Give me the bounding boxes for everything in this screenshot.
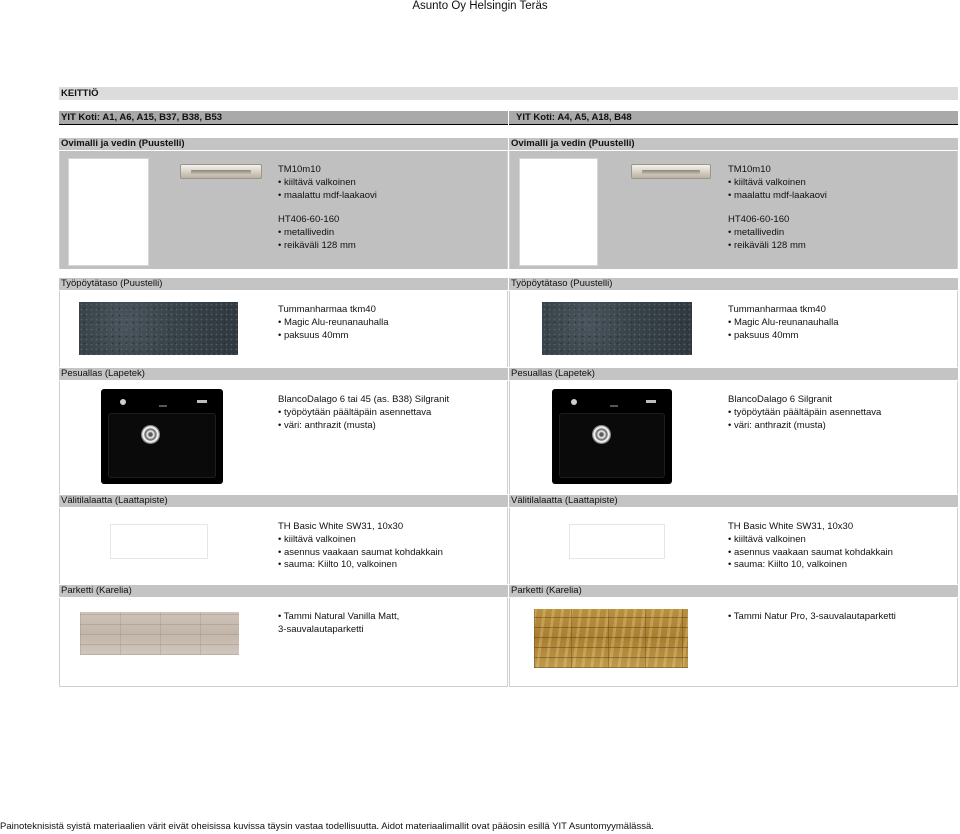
- backsplash-spec: [728, 521, 893, 572]
- door-bullet: • kiiltävä valkoinen: [278, 177, 377, 190]
- countertop-bullet: • paksuus 40mm: [728, 330, 839, 343]
- door-sample-image: [519, 158, 598, 266]
- sink-spec: [278, 394, 449, 432]
- materials-table: [59, 111, 958, 687]
- door-bullet: • maalattu mdf-laakaovi: [278, 190, 377, 203]
- floor-spec: [278, 611, 399, 637]
- category-sink: Pesuallas (Lapetek): [509, 368, 958, 380]
- backsplash-bullet: • asennus vaakaan saumat kohdakkain: [278, 547, 443, 560]
- sink-cell: [509, 381, 958, 494]
- door-model: TM10m10: [278, 164, 321, 175]
- floor-cell: [509, 598, 958, 687]
- koti-header: YIT Koti: A1, A6, A15, B37, B38, B53: [59, 111, 508, 125]
- sink-bullet: • työpöytään päältäpäin asennettava: [278, 407, 449, 420]
- backsplash-spec: [278, 521, 443, 572]
- category-door: Ovimalli ja vedin (Puustelli): [59, 138, 508, 150]
- handle-bullet: • metallivedin: [728, 227, 827, 240]
- backsplash-bullet: • asennus vaakaan saumat kohdakkain: [728, 547, 893, 560]
- document-header: Asunto Oy Helsingin Teräs: [412, 0, 548, 12]
- sink-model: BlancoDalago 6 tai 45 (as. B38) Silgranit: [278, 394, 450, 405]
- countertop-sample-image: [79, 302, 238, 355]
- category-floor: Parketti (Karelia): [59, 585, 508, 597]
- document-footer: Painoteknisistä syistä materiaalien värit eivät oheisissa kuvissa täysin vastaa todellisuutta. Aidot materiaalimallit ovat pääosin esillä YIT Asuntomyymälässä.: [0, 821, 654, 832]
- sink-model: BlancoDalago 6 Silgranit: [728, 394, 833, 405]
- tile-sample-image: [569, 524, 665, 559]
- door-bullet: • maalattu mdf-laakaovi: [728, 190, 827, 203]
- backsplash-bullet: • kiiltävä valkoinen: [278, 534, 443, 547]
- door-sample-image: [68, 158, 149, 266]
- door-model: TM10m10: [728, 164, 771, 175]
- door-cell: [59, 151, 508, 269]
- countertop-bullet: • Magic Alu-reunanauhalla: [278, 317, 389, 330]
- sink-sample-image: [101, 389, 223, 484]
- backsplash-cell: [509, 508, 958, 584]
- handle-sample-image: [631, 164, 711, 179]
- backsplash-bullet: • sauma: Kiilto 10, valkoinen: [728, 559, 893, 572]
- floor-spec: [728, 611, 896, 624]
- countertop-bullet: • Magic Alu-reunanauhalla: [728, 317, 839, 330]
- category-backsplash: Välitilalaatta (Laattapiste): [509, 495, 958, 507]
- door-bullet: • kiiltävä valkoinen: [728, 177, 827, 190]
- countertop-model: Tummanharmaa tkm40: [728, 304, 826, 315]
- category-floor: Parketti (Karelia): [509, 585, 958, 597]
- floor-cell: [59, 598, 508, 687]
- handle-bullet: • reikäväli 128 mm: [728, 240, 827, 253]
- parquet-sample-image: [534, 609, 688, 668]
- countertop-spec: [278, 304, 389, 342]
- backsplash-model: TH Basic White SW31, 10x30: [278, 521, 404, 532]
- sink-sample-image: [552, 389, 672, 484]
- countertop-bullet: • paksuus 40mm: [278, 330, 389, 343]
- parquet-sample-image: [80, 612, 239, 655]
- countertop-model: Tummanharmaa tkm40: [278, 304, 376, 315]
- door-spec: [278, 164, 377, 253]
- category-countertop: Työpöytätaso (Puustelli): [59, 278, 508, 290]
- countertop-spec: [728, 304, 839, 342]
- sink-bullet: • työpöytään päältäpäin asennettava: [728, 407, 881, 420]
- sink-bullet: • väri: anthrazit (musta): [728, 420, 881, 433]
- floor-line: 3-sauvalautaparketti: [278, 623, 364, 635]
- category-door: Ovimalli ja vedin (Puustelli): [509, 138, 958, 150]
- door-cell: [509, 151, 958, 269]
- backsplash-bullet: • sauma: Kiilto 10, valkoinen: [278, 559, 443, 572]
- backsplash-model: TH Basic White SW31, 10x30: [728, 521, 854, 532]
- column-b: [509, 111, 958, 687]
- handle-model: HT406-60-160: [728, 214, 790, 226]
- floor-line: • Tammi Natural Vanilla Matt,: [278, 611, 399, 624]
- backsplash-bullet: • kiiltävä valkoinen: [728, 534, 893, 547]
- column-a: [59, 111, 508, 687]
- category-sink: Pesuallas (Lapetek): [59, 368, 508, 380]
- floor-line: • Tammi Natur Pro, 3-sauvalautaparketti: [728, 611, 896, 624]
- section-title-keittio: KEITTIÖ: [59, 87, 958, 100]
- countertop-cell: [59, 291, 508, 367]
- countertop-cell: [509, 291, 958, 367]
- sink-spec: [728, 394, 881, 432]
- handle-bullet: • metallivedin: [278, 227, 377, 240]
- handle-sample-image: [180, 164, 262, 179]
- sink-cell: [59, 381, 508, 494]
- koti-header: YIT Koti: A4, A5, A18, B48: [509, 111, 958, 125]
- category-backsplash: Välitilalaatta (Laattapiste): [59, 495, 508, 507]
- door-spec: [728, 164, 827, 253]
- countertop-sample-image: [542, 302, 692, 355]
- sink-bullet: • väri: anthrazit (musta): [278, 420, 449, 433]
- category-countertop: Työpöytätaso (Puustelli): [509, 278, 958, 290]
- handle-bullet: • reikäväli 128 mm: [278, 240, 377, 253]
- backsplash-cell: [59, 508, 508, 584]
- tile-sample-image: [110, 524, 208, 559]
- handle-model: HT406-60-160: [278, 214, 340, 226]
